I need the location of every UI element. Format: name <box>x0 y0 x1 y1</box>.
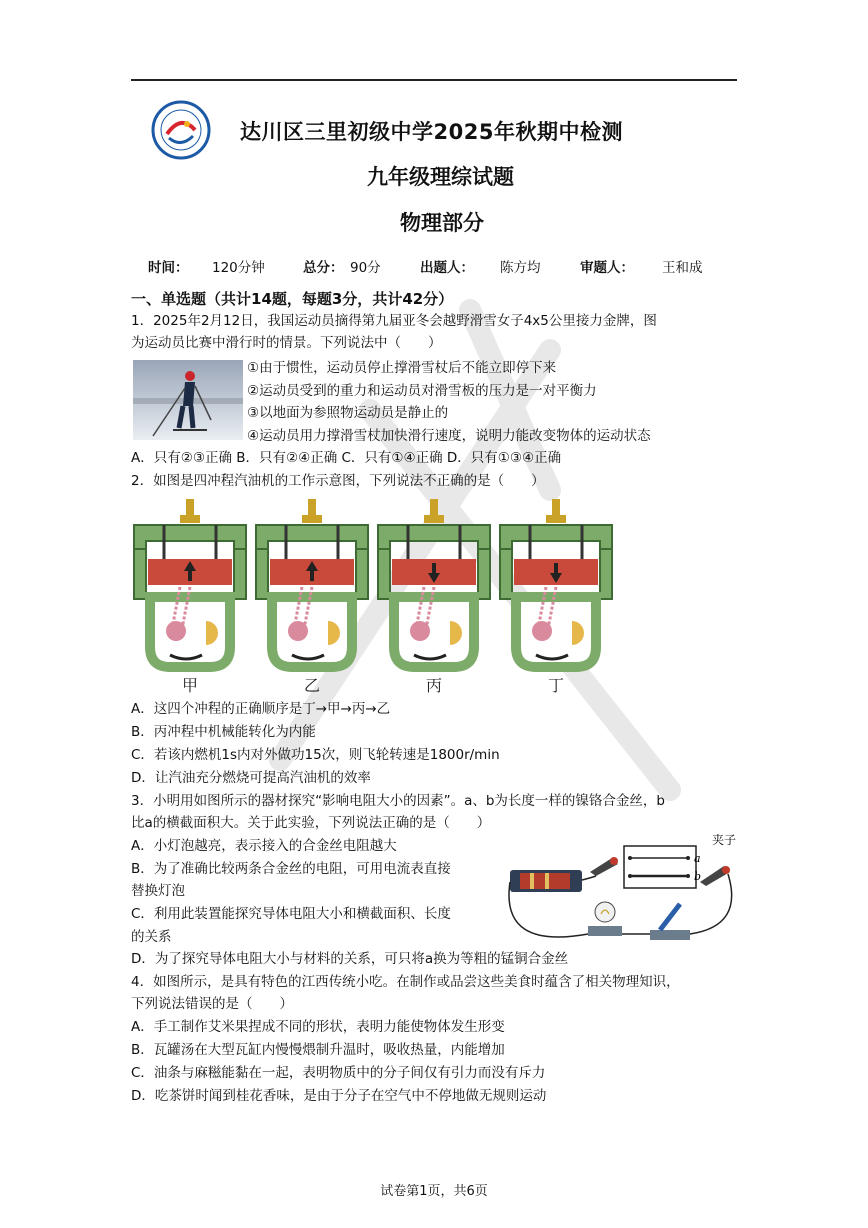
engine-stroke-1 <box>134 499 246 695</box>
engine-stroke-4 <box>500 499 612 695</box>
engine-label-1: 甲 <box>181 676 199 695</box>
wire-b-label: b <box>694 870 702 883</box>
author-label: 出题人： <box>420 260 474 276</box>
q3-option-d: D．为了探究导体电阻大小与材料的关系，可只将a换为等粗的锰铜合金丝 <box>131 951 569 967</box>
q1-options: A．只有②③正确 B．只有②④正确 C．只有①④正确 D．只有①③④正确 <box>131 450 562 466</box>
section-title: 物理部分 <box>400 211 484 235</box>
q2-option-a: A．这四个冲程的正确顺序是丁→甲→丙→乙 <box>131 701 391 717</box>
engine-label-3: 丙 <box>425 676 443 695</box>
q3-stem-line1: 3．小明用如图所示的器材探究“影响电阻大小的因素”。a、b为长度一样的镍铬合金丝，b <box>131 793 665 809</box>
engine-stroke-2 <box>256 499 368 695</box>
q3-option-a: A．小灯泡越亮，表示接入的合金丝电阻越大 <box>131 838 397 854</box>
q1-stem-line1: 1．2025年2月12日，我国运动员摘得第九届亚冬会越野滑雪女子4x5公里接力金牌，图 <box>131 313 657 329</box>
q1-statement-1: ①由于惯性，运动员停止撑滑雪杖后不能立即停下来 <box>247 360 557 376</box>
section1-heading: 一、单选题（共计14题，每题3分，共计42分） <box>131 290 454 308</box>
q3-option-c-line2: 的关系 <box>131 929 172 945</box>
time-label: 时间： <box>148 260 189 276</box>
school-logo <box>151 100 211 160</box>
q4-stem-line2: 下列说法错误的是（ ） <box>131 996 293 1012</box>
reviewer-value: 王和成 <box>662 260 703 276</box>
q3-option-c-line1: C．利用此装置能探究导体电阻大小和横截面积、长度 <box>131 906 451 922</box>
q1-statement-4: ④运动员用力撑滑雪杖加快滑行速度，说明力能改变物体的运动状态 <box>247 428 651 444</box>
q4-option-a: A．手工制作艾米果捏成不同的形状，表明力能使物体发生形变 <box>131 1019 505 1035</box>
q3-option-b-line2: 替换灯泡 <box>131 883 185 899</box>
q1-statement-3: ③以地面为参照物运动员是静止的 <box>247 405 449 421</box>
circuit-diagram <box>500 830 745 952</box>
q1-stem-line2: 为运动员比赛中滑行时的情景。下列说法中（ ） <box>131 335 442 351</box>
q1-statement-2: ②运动员受到的重力和运动员对滑雪板的压力是一对平衡力 <box>247 383 597 399</box>
q4-option-d: D．吃茶饼时闻到桂花香味，是由于分子在空气中不停地做无规则运动 <box>131 1088 547 1104</box>
q3-option-b-line1: B．为了准确比较两条合金丝的电阻，可用电流表直接 <box>131 861 451 877</box>
clip-label: 夹子 <box>712 833 737 847</box>
page-footer: 试卷第1页，共6页 <box>380 1184 488 1199</box>
engine-label-2: 乙 <box>303 676 321 695</box>
author-value: 陈方均 <box>500 260 541 276</box>
q4-option-b: B．瓦罐汤在大型瓦缸内慢慢煨制升温时，吸收热量，内能增加 <box>131 1042 505 1058</box>
q2-option-d: D．让汽油充分燃烧可提高汽油机的效率 <box>131 770 371 786</box>
header-rule <box>131 79 737 81</box>
q3-stem-line2: 比a的横截面积大。关于此实验，下列说法正确的是（ ） <box>131 815 491 831</box>
skier-photo <box>133 360 243 440</box>
q4-option-c: C．油条与麻糍能黏在一起，表明物质中的分子间仅有引力而没有斥力 <box>131 1065 546 1081</box>
q2-option-c: C．若该内燃机1s内对外做功15次，则飞轮转速是1800r/min <box>131 747 500 763</box>
score-value: 90分 <box>350 260 381 276</box>
q4-stem-line1: 4．如图所示，是具有特色的江西传统小吃。在制作或品尝这些美食时蕴含了相关物理知识， <box>131 974 680 990</box>
reviewer-label: 审题人： <box>580 260 634 276</box>
exam-title: 达川区三里初级中学2025年秋期中检测 <box>240 120 623 144</box>
q2-stem: 2．如图是四冲程汽油机的工作示意图，下列说法不正确的是（ ） <box>131 473 545 489</box>
engine-diagram <box>130 497 620 697</box>
q2-option-b: B．丙冲程中机械能转化为内能 <box>131 724 316 740</box>
wire-a-label: a <box>694 852 701 865</box>
score-label: 总分： <box>303 260 344 276</box>
engine-stroke-3 <box>378 499 490 695</box>
engine-label-4: 丁 <box>547 676 565 695</box>
time-value: 120分钟 <box>212 260 265 276</box>
exam-subtitle: 九年级理综试题 <box>367 165 514 189</box>
